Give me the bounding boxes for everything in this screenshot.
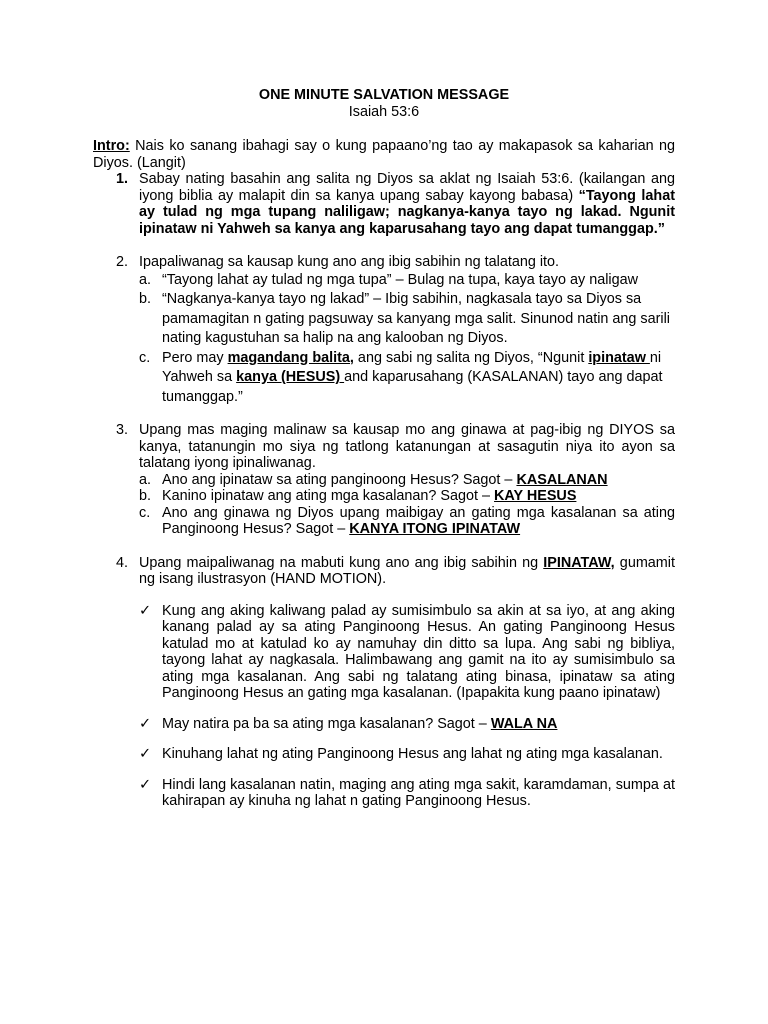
document-title: ONE MINUTE SALVATION MESSAGE (258, 87, 510, 103)
sub-text: ni Yahweh sa (162, 349, 662, 385)
check-icon: ✓ (139, 602, 152, 619)
intro-paragraph (93, 138, 675, 171)
list-item-1 (93, 171, 675, 237)
answer-kanya-itong-ipinataw: KANYA ITONG IPINATAW (349, 521, 521, 537)
sub-text: Kanino ipinataw ang ating mga kasalanan? Sagot – (162, 488, 495, 504)
sub-text: ang sabi ng salita ng Diyos, “Ngunit (353, 349, 589, 366)
sub-label: a. (139, 271, 152, 288)
list-item-3 (93, 422, 675, 538)
list-number: 2. (116, 254, 129, 270)
item3-text: Upang mas maging malinaw sa kausap mo ang ginawa at pag-ibig ng DIYOS sa kanya, tatanungin mo siya ng tatlong katanungan at sasagutin niya ito ayon sa talatang iyong ipinaliwanag. (139, 422, 675, 471)
sub-label: b. (139, 488, 152, 504)
check-text: Hindi lang kasalanan natin, maging ang ating mga sakit, karamdaman, sumpa at kahirapan ay kinuha ng lahat n gating Panginoong Hesus. (162, 776, 675, 809)
sub-text: “Tayong lahat ay tulad ng mga tupa” – Bulag na tupa, kaya tayo ay naligaw (162, 271, 639, 288)
intro-label: Intro: (93, 138, 130, 154)
sub-item-2c (139, 349, 675, 408)
sub-text: Ano ang ipinataw sa ating panginoong Hesus? Sagot – (162, 471, 517, 488)
item2-text: Ipapaliwanag sa kausap kung ano ang ibig sabihin ng talatang ito. (139, 254, 560, 270)
answer-kay-hesus: KAY HESUS (494, 488, 577, 504)
check-item-3 (139, 746, 675, 763)
sub-item-3c (139, 505, 675, 538)
check-text: May natira pa ba sa ating mga kasalanan? Sagot – (162, 715, 491, 732)
highlight-ipinataw: ipinataw (588, 349, 650, 366)
list-number: 3. (116, 422, 129, 438)
check-text: Kung ang aking kaliwang palad ay sumisimbulo sa akin at sa iyo, at ang aking kanang palad ay sa ating Panginoong Hesus. An gating Panginoong Hesus katulad mo at katulad ko ay namuhay din ditto sa lupa. Ang sabi ng bibliya, tayong lahat ay nagkasala. Halimbawang ang gamit na ito ay sumisimbulo sa ating mga kasalanan. Ang sabi ng talatang ating binasa, ipinataw sa ating Panginoong Hesus an gating mga kasalanan. (Ipapakita kung paano ipinataw) (162, 602, 675, 701)
check-item-2 (139, 716, 675, 733)
sub-item-2b (139, 290, 675, 349)
sub-text: Ano ang ginawa ng Diyos upang maibigay an gating mga kasalanan sa ating Panginoong Hesus? Sagot – (162, 504, 675, 537)
sub-label: a. (139, 471, 152, 488)
item4-text-part: Upang maipaliwanag na mabuti kung ano ang ibig sabihin ng (139, 554, 544, 571)
list-number: 1. (116, 171, 129, 187)
document-subtitle: Isaiah 53:6 (348, 103, 420, 120)
check-icon: ✓ (139, 746, 152, 762)
answer-kasalanan: KASALANAN (516, 471, 608, 488)
sub-label: b. (139, 291, 152, 307)
sub-text: Pero may (162, 349, 228, 366)
item1-quote: “Tayong lahat ay tulad ng mga tupang naliligaw; nagkanya-kanya tayo ng lakad. Ngunit ipinataw ni Yahweh sa kanya ang kaparusahang tayo ang dapat tumanggap.” (139, 187, 675, 237)
highlight-kanya: kanya (HESUS) (236, 369, 345, 385)
list-item-2 (93, 254, 675, 407)
sub-text: “Nagkanya-kanya tayo ng lakad” – Ibig sabihin, nagkasala tayo sa Diyos sa pamamagitan n gating pagsuway sa kanyang mga salit. Sinunod natin ang sarili nating kagustuhan sa halip na ang kalooban ng Diyos. (162, 291, 670, 346)
check-icon: ✓ (139, 715, 152, 732)
check-item-1 (139, 603, 675, 702)
item4-text (139, 555, 675, 588)
sub-item-2a (139, 271, 675, 291)
keyword-ipinataw: IPINATAW, (543, 554, 615, 571)
sub-item-3a (139, 472, 675, 489)
check-icon: ✓ (139, 776, 152, 793)
intro-text: Nais ko sanang ibahagi say o kung papaano’ng tao ay makapasok sa kaharian ng Diyos. (Langit) (93, 138, 675, 171)
sub-label: c. (139, 349, 151, 366)
document-page (93, 87, 675, 810)
item1-text: Sabay nating basahin ang salita ng Diyos sa aklat ng Isaiah 53:6. (kailangan ang iyong biblia ay malapit din sa kanya upang sabay kayong babasa) (139, 171, 675, 204)
item4-text-part: gumamit ng isang ilustrasyon (HAND MOTION). (139, 554, 675, 587)
list-number: 4. (116, 554, 129, 571)
sub-label: c. (139, 504, 151, 521)
sub-text: and kaparusahang (KASALANAN) tayo ang dapat tumanggap.” (162, 369, 663, 405)
list-item-4 (93, 555, 675, 810)
check-text: Kinuhang lahat ng ating Panginoong Hesus ang lahat ng ating mga kasalanan. (162, 746, 663, 762)
check-item-4 (139, 777, 675, 810)
answer-wala-na: WALA NA (490, 715, 558, 732)
highlight-good-news: magandang balita, (227, 349, 354, 366)
sub-item-3b (139, 488, 675, 505)
numbered-list (93, 171, 675, 810)
